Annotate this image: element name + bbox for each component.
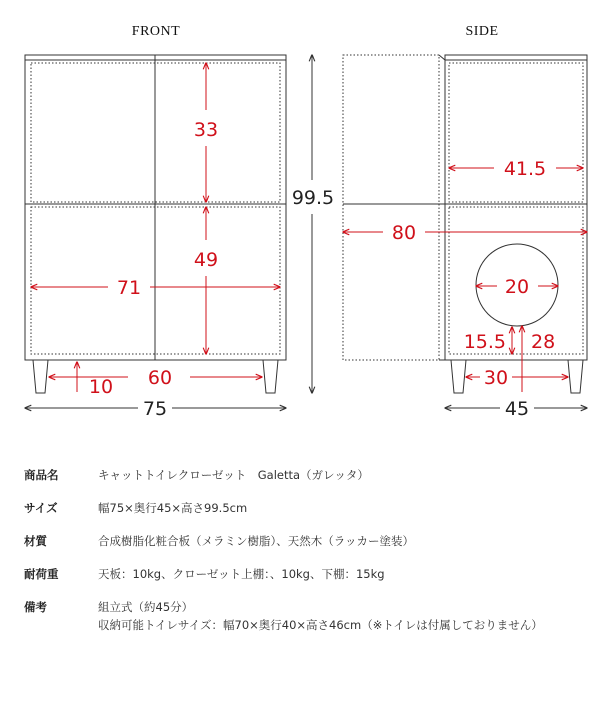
dim-front-upper-height: 33 xyxy=(193,119,219,141)
spec-value: キャットトイレクローゼット Galetta（ガレッタ） xyxy=(98,468,369,482)
front-right-leg xyxy=(263,360,278,393)
front-view-title: FRONT xyxy=(131,24,181,39)
dim-side-upper-depth: 41.5 xyxy=(503,158,547,180)
side-door-profile xyxy=(343,55,439,360)
spec-value: 合成樹脂化粧合板（メラミン樹脂）、天然木（ラッカー塗装） xyxy=(98,534,415,548)
side-door-edge xyxy=(439,55,445,60)
spec-row-notes xyxy=(24,598,584,634)
spec-label: 備考 xyxy=(24,600,47,614)
dim-side-hole-diameter: 20 xyxy=(504,276,530,298)
dim-side-depth: 80 xyxy=(391,222,417,244)
spec-value: 幅75×奥行45×高さ99.5cm xyxy=(98,501,248,515)
spec-label: 耐荷重 xyxy=(24,567,59,581)
side-upper-opening xyxy=(449,63,583,202)
spec-label: 商品名 xyxy=(24,468,59,482)
spec-label: サイズ xyxy=(24,501,58,515)
dim-front-inner-width: 71 xyxy=(116,277,142,299)
spec-row-load-capacity xyxy=(24,565,584,583)
side-left-leg xyxy=(451,360,466,393)
dim-front-lower-height: 49 xyxy=(193,249,219,271)
front-left-leg xyxy=(33,360,48,393)
front-view xyxy=(25,55,286,393)
dim-side-leg-span: 30 xyxy=(483,367,509,389)
spec-value: 組立式（約45分） 収納可能トイレサイズ：幅70×奥行40×高さ46cm（※トイレは付属しておりません） xyxy=(98,600,543,632)
side-right-leg xyxy=(568,360,583,393)
spec-table xyxy=(24,466,584,649)
spec-value: 天板：10kg、クローゼット上棚：、10kg、下棚：15kg xyxy=(98,567,385,581)
side-view-title: SIDE xyxy=(465,24,499,39)
spec-row-product-name xyxy=(24,466,584,484)
spec-row-material xyxy=(24,532,584,550)
dim-front-leg-span: 60 xyxy=(147,367,173,389)
dim-front-leg-offset: 10 xyxy=(88,376,114,398)
dim-side-hole-height-a: 15.5 xyxy=(463,331,506,353)
dim-front-total-width: 75 xyxy=(142,398,168,420)
spec-row-size xyxy=(24,499,584,517)
dim-side-total-depth: 45 xyxy=(504,398,530,420)
dim-side-hole-height-b: 28 xyxy=(531,331,556,353)
dim-total-height: 99.5 xyxy=(291,187,335,209)
spec-label: 材質 xyxy=(24,534,47,548)
